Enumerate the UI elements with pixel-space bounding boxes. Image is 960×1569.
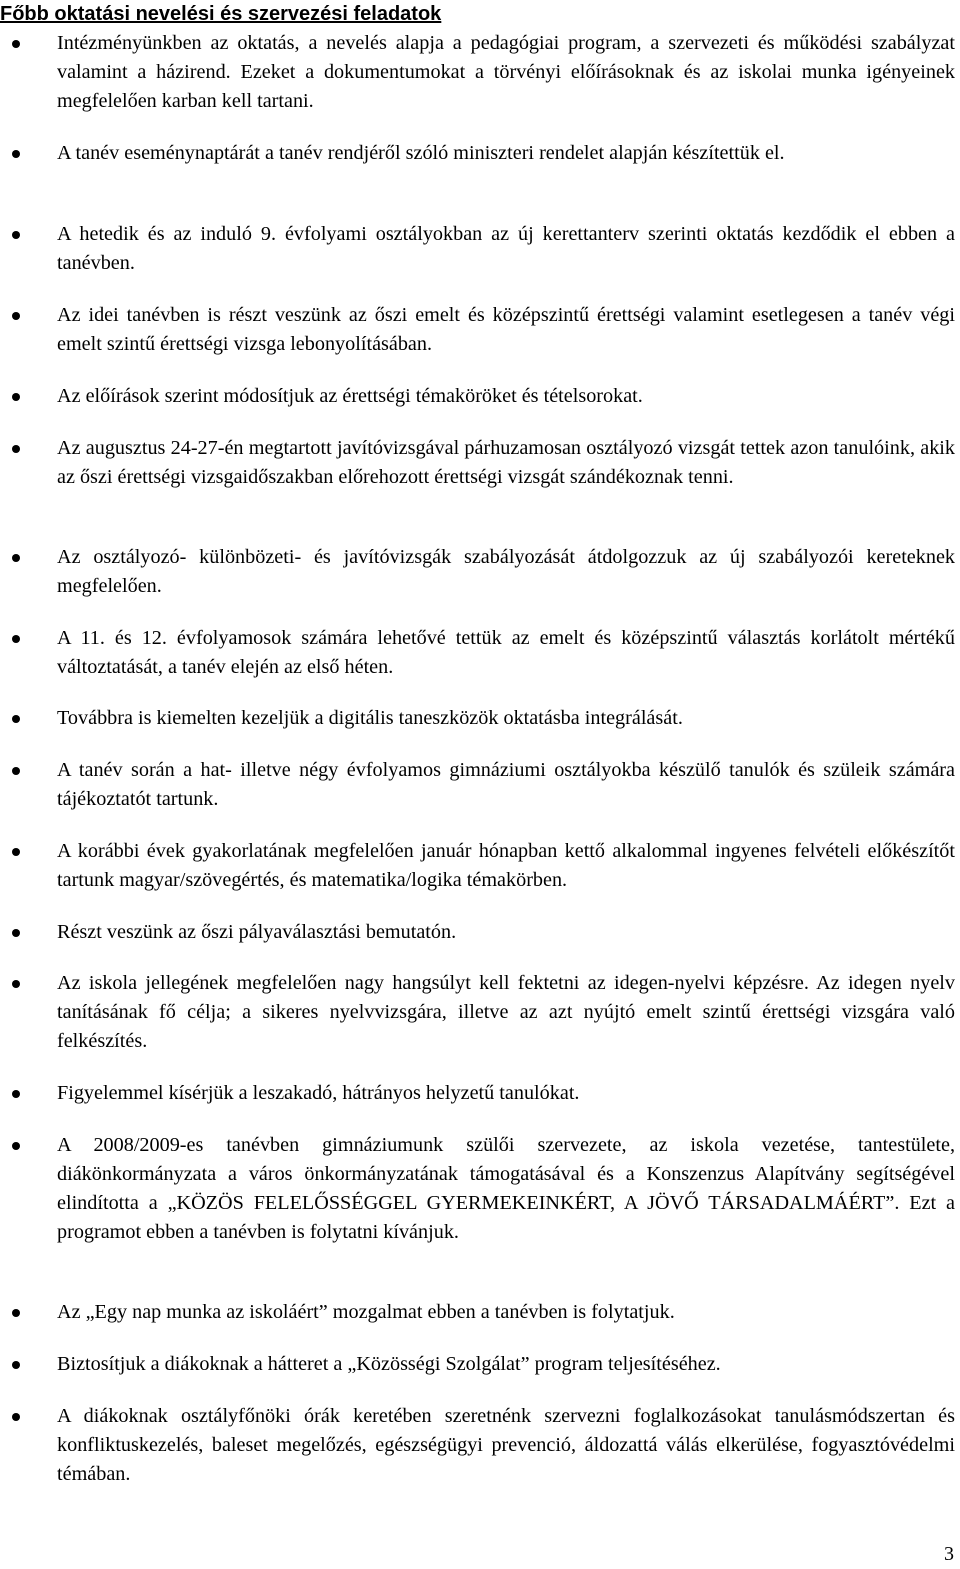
list-item-text: Az „Egy nap munka az iskoláért” mozgalmat ebben a tanévben is folytatjuk.: [57, 1301, 675, 1323]
list-item-text: A tanév során a hat- illetve négy évfolyamos gimnáziumi osztályokba készülő tanulók és szüleik számára tájékoztatót tartunk.: [57, 759, 955, 810]
bullet-icon: [12, 312, 20, 320]
list-item-text: A 2008/2009-es tanévben gimnáziumunk szülői szervezete, az iskola vezetése, tantestülete, diákönkormányzata a város önkormányzatának támogatásával és a Konszenzus Alapítvány segítségével elindította a „KÖZÖS FELELŐSSÉGGEL GYERMEKEINKÉRT, A JÖVŐ TÁRSADALMÁÉRT”. Ezt a programot ebben a tanévben is folytatni kívánjuk.: [57, 1134, 955, 1243]
list-item-text: A korábbi évek gyakorlatának megfelelően január hónapban kettő alkalommal ingyenes felvételi előkészítőt tartunk magyar/szövegértés, és matematika/logika témakörben.: [57, 840, 955, 891]
list-item: [57, 969, 955, 1056]
list-item-text: Az idei tanévben is részt veszünk az őszi emelt és középszintű érettségi valamint esetlegesen a tanév végi emelt szintű érettségi vizsga lebonyolításában.: [57, 304, 955, 355]
bullet-icon: [12, 445, 20, 453]
list-item: [57, 29, 955, 116]
list-item-text: Részt veszünk az őszi pályaválasztási bemutatón.: [57, 921, 457, 943]
bullet-icon: [12, 393, 20, 401]
list-item-text: A diákoknak osztályfőnöki órák keretében szeretnénk szervezni foglalkozásokat tanulásmódszertan és konfliktuskezelés, baleset megelőzés, egészségügyi prevenció, áldozattá válás elkerülése, fogyasztóvédelmi témában.: [57, 1405, 955, 1485]
bullet-icon: [12, 715, 20, 723]
list-item-text: Továbbra is kiemelten kezeljük a digitális taneszközök oktatásba integrálását.: [57, 707, 683, 729]
section-heading: Főbb oktatási nevelési és szervezési feladatok: [0, 3, 442, 25]
list-item-text: Az augusztus 24-27-én megtartott javítóvizsgával párhuzamosan osztályozó vizsgát tettek azon tanulóink, akik az őszi érettségi vizsgaidőszakban előrehozott érettségi vizsgát szándékoznak tenni.: [57, 437, 955, 488]
bullet-icon: [12, 40, 20, 48]
list-item: [57, 434, 955, 492]
list-item: [57, 301, 955, 359]
list-item: [57, 918, 955, 947]
list-item-text: Biztosítjuk a diákoknak a hátteret a „Közösségi Szolgálat” program teljesítéséhez.: [57, 1353, 721, 1375]
bullet-icon: [12, 554, 20, 562]
list-item: [57, 1402, 955, 1489]
page-number: 3: [944, 1543, 954, 1565]
list-item-text: Az előírások szerint módosítjuk az érettségi témaköröket és tételsorokat.: [57, 385, 643, 407]
list-item: [57, 624, 955, 682]
bullet-icon: [12, 929, 20, 937]
bullet-icon: [12, 980, 20, 988]
bullet-icon: [12, 1413, 20, 1421]
list-item: [57, 139, 955, 168]
list-item: [57, 382, 955, 411]
list-item: [57, 837, 955, 895]
list-item: [57, 220, 955, 278]
list-item: [57, 1298, 955, 1327]
list-item-text: A hetedik és az induló 9. évfolyami osztályokban az új kerettanterv szerinti oktatás kezdődik el ebben a tanévben.: [57, 223, 955, 274]
list-item: [57, 543, 955, 601]
list-item: [57, 1131, 955, 1247]
list-item-text: Az iskola jellegének megfelelően nagy hangsúlyt kell fektetni az idegen-nyelvi képzésre. Az idegen nyelv tanításának fő célja; a sikeres nyelvvizsgára, illetve az azt nyújtó emelt szintű érettségi vizsgára való felkészítés.: [57, 972, 955, 1052]
bullet-icon: [12, 231, 20, 239]
bullet-icon: [12, 767, 20, 775]
list-item-text: A 11. és 12. évfolyamosok számára lehetővé tettük az emelt és középszintű választás korlátolt mértékű változtatását, a tanév elején az első héten.: [57, 627, 955, 678]
list-item: [57, 1079, 955, 1108]
bullet-icon: [12, 1142, 20, 1150]
bullet-icon: [12, 1090, 20, 1098]
bullet-icon: [12, 1361, 20, 1369]
bullet-icon: [12, 1309, 20, 1317]
bullet-icon: [12, 848, 20, 856]
list-item-text: Az osztályozó- különbözeti- és javítóvizsgák szabályozását átdolgozzuk az új szabályozói kereteknek megfelelően.: [57, 546, 955, 597]
list-item-text: Intézményünkben az oktatás, a nevelés alapja a pedagógiai program, a szervezeti és működési szabályzat valamint a házirend. Ezeket a dokumentumokat a törvényi előírásoknak és az iskolai munka igényeinek megfelelően karban kell tartani.: [57, 32, 955, 112]
list-item: [57, 756, 955, 814]
bullet-icon: [12, 150, 20, 158]
list-item: [57, 704, 955, 733]
list-item-text: Figyelemmel kísérjük a leszakadó, hátrányos helyzetű tanulókat.: [57, 1082, 580, 1104]
bullet-icon: [12, 635, 20, 643]
list-item: [57, 1350, 955, 1379]
list-item-text: A tanév eseménynaptárát a tanév rendjéről szóló miniszteri rendelet alapján készítettük el.: [57, 142, 785, 164]
